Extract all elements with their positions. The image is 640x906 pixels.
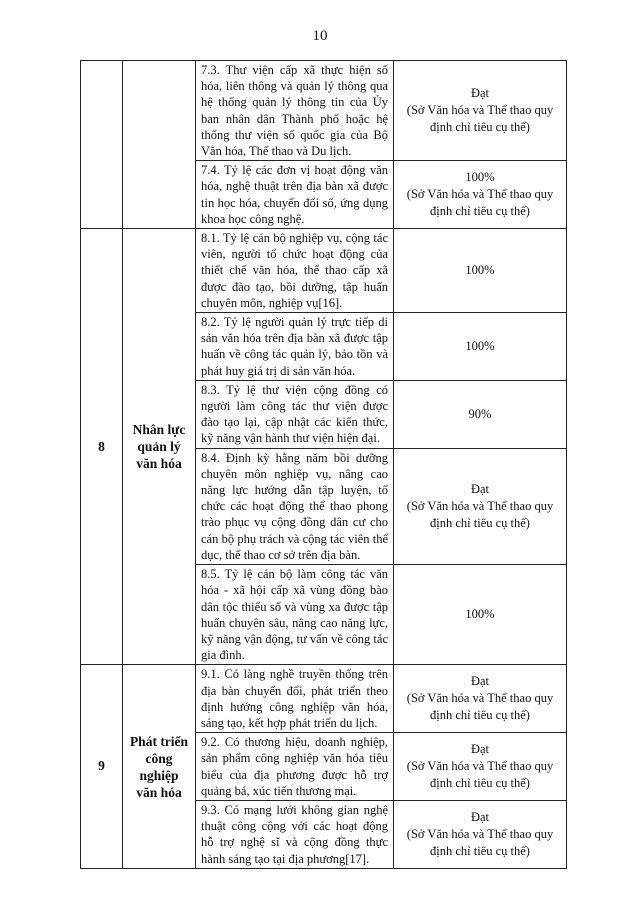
value-text: Đạt xyxy=(470,809,490,824)
criterion-cell: 9.2. Có thương hiệu, doanh nghiệp, sản phẩm công nghiệp văn hóa tiêu biểu của địa phương được hỗ trợ quảng bá, xúc tiến thương mại. xyxy=(196,733,394,801)
category-cell xyxy=(123,61,196,229)
criterion-cell: 8.3. Tỷ lệ thư viện cộng đồng có người làm công tác thư viện được đào tạo lại, cập nhật các kiến thức, kỹ năng vận hành thư viện hiện đại. xyxy=(196,380,394,448)
criteria-table xyxy=(80,60,567,869)
value-text: Đạt xyxy=(470,86,490,101)
criterion-cell: 8.1. Tỷ lệ cán bộ nghiệp vụ, cộng tác viên, người tổ chức hoạt động của thiết chế văn hóa, thể thao cấp xã được đào tạo, bồi dưỡng, tập huấn chuyên môn, nghiệp vụ[16]. xyxy=(196,229,394,313)
criterion-cell: 7.3. Thư viện cấp xã thực hiện số hóa, liên thông và quản lý thông qua hệ thống quản lý thông tin của Ủy ban nhân dân Thành phố hoặc hệ thống thư viện số quốc gia của Bộ Văn hóa, Thể thao và Du lịch. xyxy=(196,61,394,161)
criterion-cell: 8.4. Định kỳ hằng năm bồi dưỡng chuyên môn nghiệp vụ, nâng cao năng lực hướng dẫn tập luyện, tổ chức các hoạt động thể thao phong trào phục vụ cộng đồng dân cư cho cán bộ phụ trách và cộng tác viên thể dục, thể thao cơ sở trên địa bàn. xyxy=(196,448,394,564)
row-number xyxy=(81,61,123,229)
value-text: 100% xyxy=(465,170,495,185)
value-cell xyxy=(394,733,567,801)
value-note: (Sở Văn hóa và Thể thao quy định chỉ tiêu cụ thể) xyxy=(406,826,554,858)
table-row xyxy=(81,61,567,161)
criterion-cell: 7.4. Tỷ lệ các đơn vị hoạt động văn hóa, nghệ thuật trên địa bàn xã được tin học hóa, chuyển đổi số, ứng dụng khoa học công nghệ. xyxy=(196,161,394,229)
value-cell xyxy=(394,229,567,313)
category-cell: Phát triển công nghiệp văn hóa xyxy=(123,665,196,868)
criterion-cell: 9.3. Có mạng lưới không gian nghệ thuật công cộng với các hoạt động hỗ trợ nghệ sĩ và cộng đồng thực hành sáng tạo tại địa phương[17]. xyxy=(196,800,394,868)
page-number: 10 xyxy=(312,28,328,44)
value-note: (Sở Văn hóa và Thể thao quy định chỉ tiêu cụ thể) xyxy=(406,498,554,530)
value-cell xyxy=(394,665,567,733)
value-text: 100% xyxy=(465,263,495,278)
row-number: 9 xyxy=(81,665,123,868)
value-cell xyxy=(394,313,567,381)
value-cell xyxy=(394,448,567,564)
criterion-cell: 8.2. Tỷ lệ người quản lý trực tiếp di sản văn hóa trên địa bàn xã được tập huấn về công tác quản lý, bảo tồn và phát huy giá trị di sản văn hóa. xyxy=(196,313,394,381)
row-number: 8 xyxy=(81,229,123,665)
criterion-cell: 8.5. Tỷ lệ cán bộ làm công tác văn hóa - xã hội cấp xã vùng đồng bào dân tộc thiểu số và vùng xa được tập huấn chuyên sâu, nâng cao năng lực, kỹ năng vận động, tư vấn về công tác gia đình. xyxy=(196,565,394,665)
criterion-cell: 9.1. Có làng nghề truyền thống trên địa bàn chuyển đổi, phát triển theo định hướng công nghiệp văn hóa, sáng tạo, kết hợp phát triển du lịch. xyxy=(196,665,394,733)
value-text: 100% xyxy=(465,607,495,622)
value-cell xyxy=(394,61,567,161)
value-note: (Sở Văn hóa và Thể thao quy định chỉ tiêu cụ thể) xyxy=(406,187,554,219)
value-note: (Sở Văn hóa và Thể thao quy định chỉ tiêu cụ thể) xyxy=(406,759,554,791)
value-cell xyxy=(394,800,567,868)
value-note: (Sở Văn hóa và Thể thao quy định chỉ tiêu cụ thể) xyxy=(406,691,554,723)
value-text: Đạt xyxy=(470,481,490,496)
value-text: Đạt xyxy=(470,742,490,757)
value-cell xyxy=(394,380,567,448)
table-row xyxy=(81,229,567,313)
table-row xyxy=(81,665,567,733)
value-text: 100% xyxy=(465,338,495,353)
value-note: (Sở Văn hóa và Thể thao quy định chỉ tiêu cụ thể) xyxy=(406,103,554,135)
value-cell xyxy=(394,565,567,665)
value-text: 90% xyxy=(468,406,492,421)
category-cell: Nhân lực quản lý văn hóa xyxy=(123,229,196,665)
value-cell xyxy=(394,161,567,229)
value-text: Đạt xyxy=(470,674,490,689)
